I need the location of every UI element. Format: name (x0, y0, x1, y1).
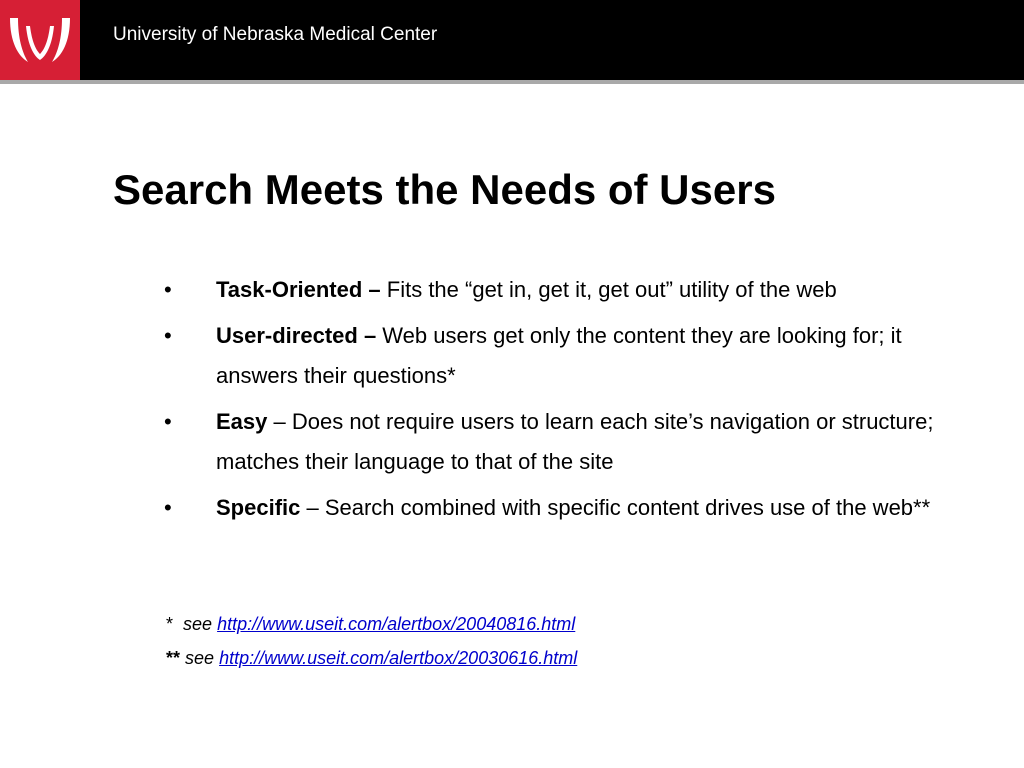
reference-link[interactable]: http://www.useit.com/alertbox/20030616.html (219, 648, 578, 668)
bullet-marker: • (164, 409, 172, 434)
bullet-term: Easy (216, 409, 268, 434)
institution-name: University of Nebraska Medical Center (113, 24, 438, 45)
reference-line (166, 646, 866, 680)
bullet-item (164, 402, 964, 482)
bullet-marker: • (164, 277, 172, 302)
reference-see: see (185, 648, 215, 668)
unmc-logo (0, 0, 80, 80)
bullet-item (164, 316, 964, 396)
bullet-marker: • (164, 495, 172, 520)
reference-marker: ** (166, 648, 181, 668)
bullet-text: – Does not require users to learn each site’s navigation or structure; matches their language to that of the site (216, 409, 934, 474)
bullet-text: – Search combined with specific content drives use of the web** (300, 495, 931, 520)
bullet-list (164, 270, 964, 534)
bullet-term: Task-Oriented – (216, 277, 381, 302)
header-divider (0, 80, 1024, 84)
reference-marker: * (166, 614, 174, 634)
bullet-term: User-directed – (216, 323, 377, 348)
bullet-text: Web users get only the content they are looking for; it answers their questions* (216, 323, 902, 388)
references (166, 612, 866, 680)
slide-title: Search Meets the Needs of Users (113, 166, 776, 213)
reference-line (166, 612, 866, 646)
bullet-marker: • (164, 323, 172, 348)
bullet-term: Specific (216, 495, 301, 520)
reference-link[interactable]: http://www.useit.com/alertbox/20040816.html (217, 614, 576, 634)
bullet-item (164, 270, 964, 310)
header-bar (0, 0, 1024, 80)
unmc-logo-icon (4, 12, 76, 68)
bullet-item (164, 488, 964, 528)
reference-see: see (183, 614, 213, 634)
bullet-text: Fits the “get in, get it, get out” utility of the web (380, 277, 837, 302)
